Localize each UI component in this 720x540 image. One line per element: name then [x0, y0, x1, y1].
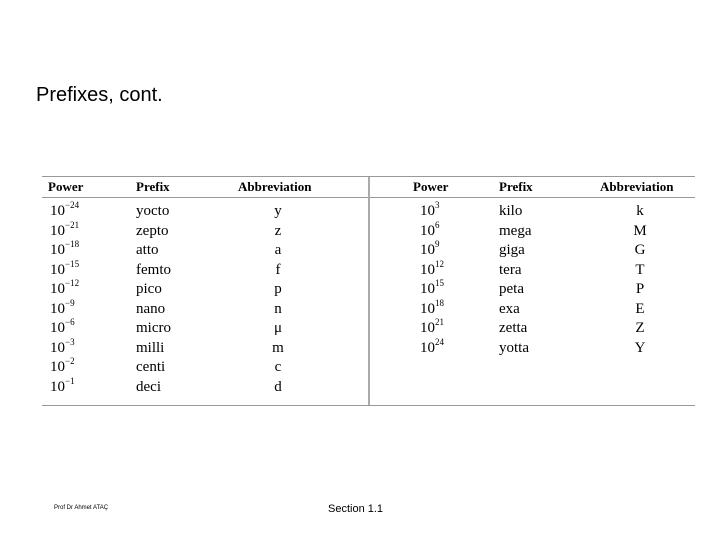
- right-power-column: [420, 202, 444, 358]
- prefix-cell: atto: [136, 242, 159, 258]
- abbreviation-cell: Z: [635, 320, 645, 336]
- power-exponent: 6: [435, 219, 440, 230]
- power-exponent: 12: [435, 258, 444, 269]
- footer-section: Section 1.1: [328, 503, 384, 515]
- left-power-column: [50, 202, 79, 397]
- power-exponent: 18: [435, 297, 444, 308]
- abbreviation-cell: f: [275, 261, 281, 278]
- power-exponent: −12: [65, 278, 80, 288]
- prefix-cell: centi: [136, 359, 166, 375]
- power-exponent: −6: [65, 317, 75, 327]
- prefix-cell: mega: [499, 222, 532, 239]
- abbreviation-cell: G: [634, 242, 646, 258]
- power-base: 10: [50, 300, 65, 317]
- prefix-cell: nano: [136, 300, 166, 317]
- power-base: 10: [50, 281, 65, 297]
- left-prefix-column: [136, 202, 171, 397]
- power-base: 10: [420, 320, 435, 336]
- power-cell: [420, 202, 444, 222]
- prefix-cell: kilo: [499, 203, 523, 219]
- power-exponent: −15: [65, 258, 80, 269]
- power-exponent: 24: [435, 336, 444, 347]
- power-exponent: −24: [65, 200, 80, 210]
- prefix-cell: yotta: [499, 339, 529, 356]
- abbreviation-cell: E: [635, 300, 645, 317]
- prefix-cell: exa: [499, 300, 520, 317]
- prefix-cell: tera: [499, 261, 522, 278]
- prefix-table: [42, 176, 695, 406]
- power-base: 10: [50, 320, 65, 336]
- power-exponent: −1: [65, 375, 75, 386]
- power-base: 10: [420, 281, 435, 297]
- abbreviation-cell: k: [636, 203, 644, 219]
- abbreviation-cell: T: [635, 261, 645, 278]
- abbreviation-cell: Y: [634, 339, 646, 356]
- power-base: 10: [420, 339, 435, 356]
- power-base: 10: [50, 242, 65, 258]
- power-exponent: −21: [65, 219, 80, 230]
- power-cell: [420, 336, 444, 359]
- power-exponent: 21: [435, 317, 444, 327]
- power-exponent: −3: [65, 336, 75, 347]
- power-base: 10: [50, 261, 65, 278]
- abbreviation-cell: M: [633, 222, 647, 239]
- power-cell: [50, 375, 79, 398]
- power-base: 10: [420, 300, 435, 317]
- prefix-cell: milli: [136, 339, 165, 356]
- column-divider: [368, 177, 370, 405]
- power-base: 10: [50, 378, 65, 395]
- abbreviation-cell: m: [272, 339, 284, 356]
- power-exponent: 9: [435, 239, 440, 249]
- abbreviation-cell: n: [274, 300, 282, 317]
- power-base: 10: [50, 222, 65, 239]
- abbreviation-cell: y: [274, 203, 282, 219]
- right-prefix-column: [499, 202, 531, 358]
- prefix-cell: zetta: [499, 320, 528, 336]
- power-base: 10: [50, 359, 65, 375]
- power-base: 10: [420, 222, 435, 239]
- abbreviation-cell: d: [274, 378, 282, 395]
- header-abbreviation-right: Abbreviation: [600, 179, 674, 194]
- power-exponent: 3: [435, 200, 440, 210]
- header-prefix-left: Prefix: [136, 179, 170, 194]
- power-base: 10: [50, 203, 65, 219]
- power-exponent: −2: [65, 356, 75, 366]
- power-exponent: −9: [65, 297, 75, 308]
- prefix-cell: micro: [136, 320, 171, 336]
- header-abbreviation-left: Abbreviation: [238, 179, 312, 194]
- power-cell: [420, 219, 444, 242]
- header-power-left: Power: [48, 179, 84, 194]
- footer-author: Prof Dr Ahmet ATAÇ: [54, 505, 109, 511]
- power-base: 10: [420, 261, 435, 278]
- prefix-cell: yocto: [136, 203, 170, 219]
- header-power-right: Power: [413, 179, 449, 194]
- header-prefix-right: Prefix: [499, 179, 533, 194]
- prefix-cell: femto: [136, 261, 171, 278]
- prefix-cell: pico: [136, 281, 162, 297]
- right-abbreviation-column: [620, 202, 660, 358]
- abbreviation-cell: c: [274, 359, 282, 375]
- power-base: 10: [420, 242, 435, 258]
- abbreviation-cell: p: [274, 281, 282, 297]
- slide-title: Prefixes, cont.: [36, 84, 163, 106]
- abbreviation-cell: μ: [273, 320, 283, 336]
- prefix-cell: peta: [499, 281, 524, 297]
- power-exponent: −18: [65, 239, 80, 249]
- abbreviation-cell: a: [274, 242, 282, 258]
- power-exponent: 15: [435, 278, 444, 288]
- left-abbreviation-column: [258, 202, 298, 397]
- prefix-cell: zepto: [136, 222, 169, 239]
- abbreviation-cell: z: [274, 222, 282, 239]
- prefix-cell: deci: [136, 378, 161, 395]
- abbreviation-cell: P: [635, 281, 645, 297]
- power-base: 10: [420, 203, 435, 219]
- power-base: 10: [50, 339, 65, 356]
- prefix-cell: giga: [499, 242, 525, 258]
